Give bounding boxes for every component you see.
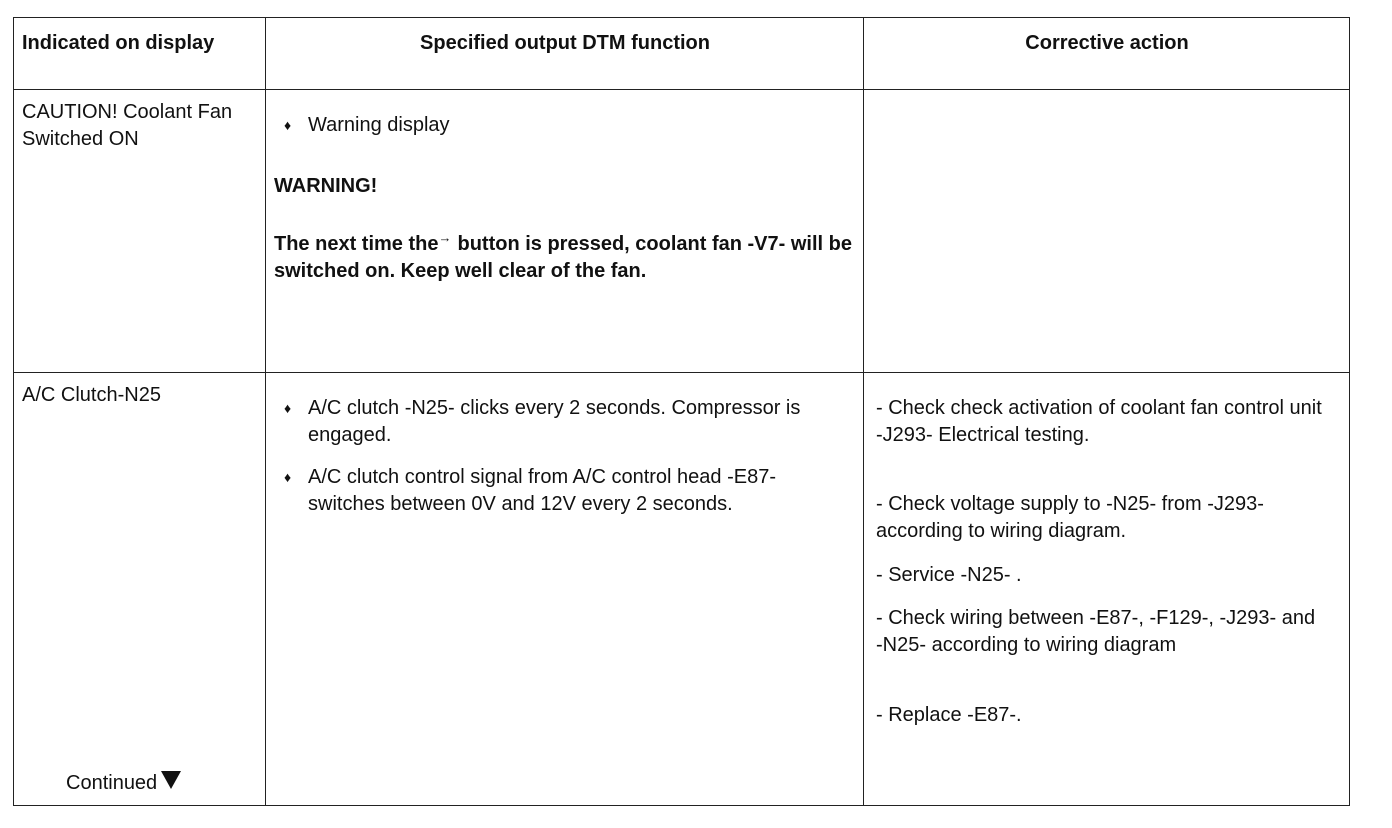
column-divider bbox=[863, 18, 864, 805]
warning-title: WARNING! bbox=[274, 175, 378, 197]
bullet-diamond-icon: ♦ bbox=[284, 469, 292, 485]
warning-text: The next time the→ button is pressed, coolant fan -V7- will be switched on. Keep well clear of the fan. bbox=[274, 230, 852, 282]
corrective-item-1: - Check check activation of coolant fan control unit -J293- Electrical testing. bbox=[876, 397, 1322, 446]
bullet-diamond-icon: ♦ bbox=[284, 400, 292, 416]
row2-indicated: A/C Clutch-N25 bbox=[22, 384, 161, 406]
corrective-item-2: - Check voltage supply to -N25- from -J293- according to wiring diagram. bbox=[876, 493, 1264, 542]
row-divider bbox=[14, 372, 1349, 373]
row-divider bbox=[14, 89, 1349, 90]
dtm-table: Indicated on display Specified output DTM function Corrective action CAUTION! Coolant Fan Switched ON ♦ Warning display WARNING! The next time the→ button is pressed, coolant fan -V7- will be switched on. Keep well clear of the fan. A/C Clutch-N25 ♦ A/C clutch -N25- clicks every 2 seconds. Compressor is engaged. ♦ A/C clutch control signal from A/C control head -E87- switches between 0V and 12V every 2 seconds. - Check check activation of coolant fan control unit -J293- Electrical testing. - Check voltage supply to -N25- from -J293- according to wiring diagram. - Service -N25- . - Check wiring between -E87-, -F129-, -J293- and -N25- according to wiring diagram - Replace -E87-. Continued bbox=[13, 17, 1350, 806]
continued-down-triangle-icon bbox=[161, 771, 181, 789]
bullet-diamond-icon: ♦ bbox=[284, 117, 292, 133]
arrow-right-icon: → bbox=[438, 230, 452, 246]
corrective-item-4: - Check wiring between -E87-, -F129-, -J293- and -N25- according to wiring diagram bbox=[876, 607, 1316, 656]
header-corrective-action: Corrective action bbox=[1025, 32, 1189, 54]
corrective-item-5: - Replace -E87-. bbox=[876, 704, 1022, 726]
corrective-item-3: - Service -N25- . bbox=[876, 564, 1022, 586]
header-specified-output: Specified output DTM function bbox=[420, 32, 710, 54]
column-divider bbox=[265, 18, 266, 805]
continued-label: Continued bbox=[66, 770, 246, 797]
row1-indicated: CAUTION! Coolant Fan Switched ON bbox=[22, 101, 233, 150]
header-indicated-on-display: Indicated on display bbox=[22, 32, 215, 54]
